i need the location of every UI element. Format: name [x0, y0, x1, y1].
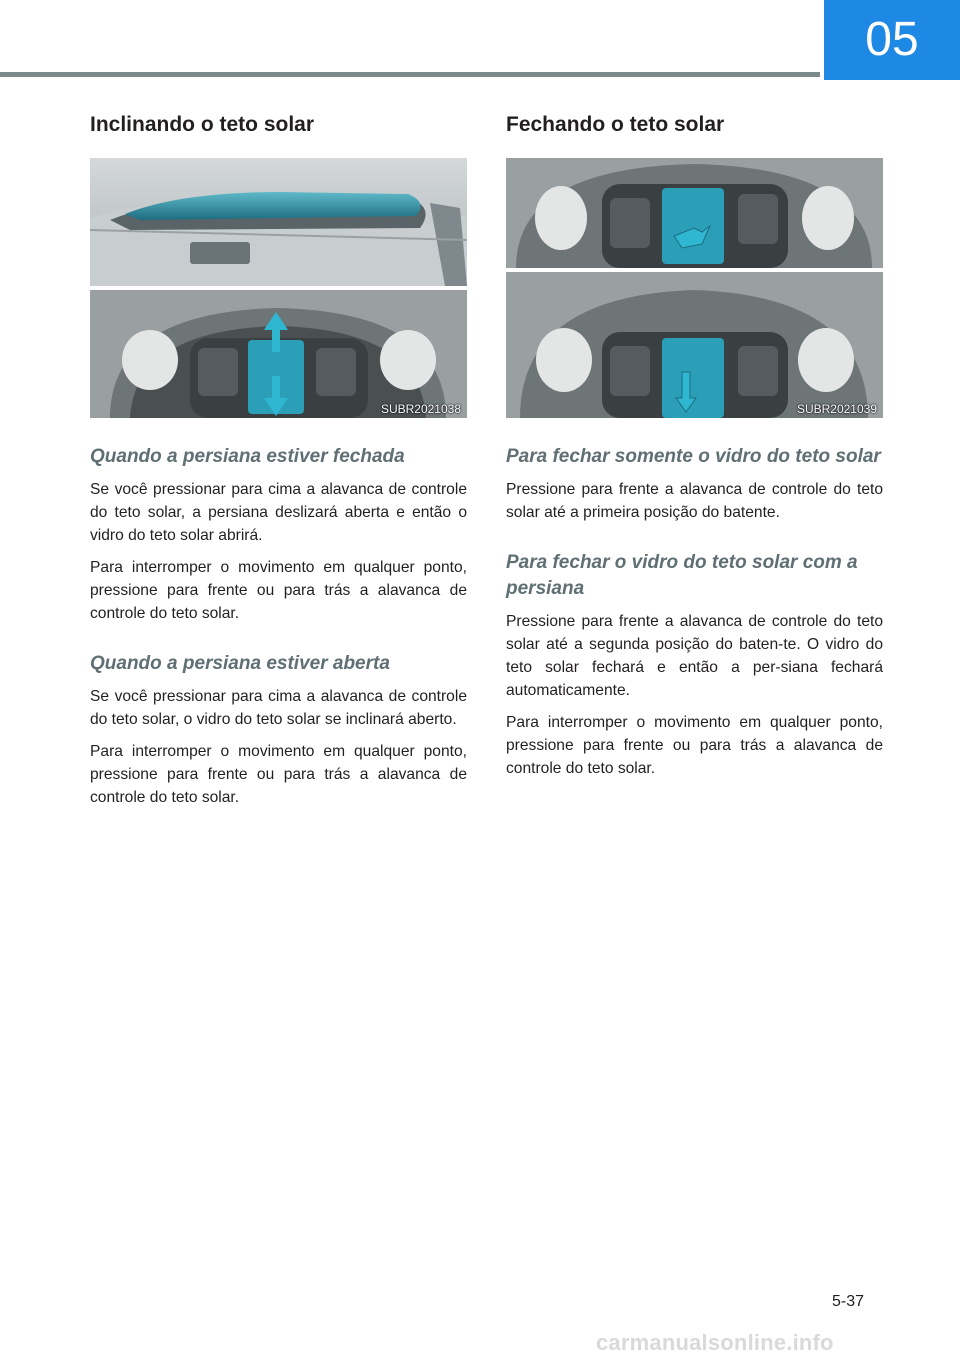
section-title-closing: Fechando o teto solar [506, 113, 725, 136]
control-lever-second-stop-illustration [506, 272, 883, 418]
control-lever-first-stop-illustration [506, 158, 883, 268]
sunroof-tilt-illustration [90, 158, 467, 286]
paragraph: Para interromper o movimento em qualquer ponto, pressione para frente ou para trás a alavanca de controle do teto solar. [90, 743, 467, 806]
figure-close-sunroof [506, 158, 883, 418]
figure-code-right: SUBR2021039 [796, 402, 877, 416]
paragraph: Pressione para frente a alavanca de controle do teto solar até a primeira posição do batente. [506, 481, 883, 521]
figure-tilt-sunroof [90, 158, 467, 418]
chapter-tab: 05 [824, 0, 960, 80]
paragraph: Para interromper o movimento em qualquer ponto, pressione para frente ou para trás a alavanca de controle do teto solar. [506, 714, 883, 777]
header-rule [0, 72, 820, 77]
left-column [90, 110, 467, 818]
subheading-close-glass-only: Para fechar somente o vidro do teto solar [506, 446, 881, 467]
paragraph: Se você pressionar para cima a alavanca de controle do teto solar, o vidro do teto solar se inclinará aberto. [90, 688, 467, 728]
section-title-tilting: Inclinando o teto solar [90, 113, 315, 136]
page-number: 5-37 [832, 1293, 865, 1310]
watermark: carmanualsonline.info [596, 1330, 834, 1355]
paragraph: Para interromper o movimento em qualquer ponto, pressione para frente ou para trás a alavanca de controle do teto solar. [90, 559, 467, 622]
subheading-blind-closed: Quando a persiana estiver fechada [90, 446, 405, 467]
control-lever-illustration [90, 290, 467, 418]
right-column [506, 110, 883, 789]
paragraph: Se você pressionar para cima a alavanca de controle do teto solar, a persiana deslizará aberta e então o vidro do teto solar abrirá. [90, 481, 467, 544]
paragraph: Pressione para frente a alavanca de controle do teto solar até a segunda posição do baten-te. O vidro do teto solar fechará e então a per-siana fechará automaticamente. [506, 613, 883, 699]
figure-code-left: SUBR2021038 [380, 402, 461, 416]
subheading-close-glass-and-blind: Para fechar o vidro do teto solar com a persiana [506, 552, 858, 599]
subheading-blind-open: Quando a persiana estiver aberta [90, 653, 390, 674]
